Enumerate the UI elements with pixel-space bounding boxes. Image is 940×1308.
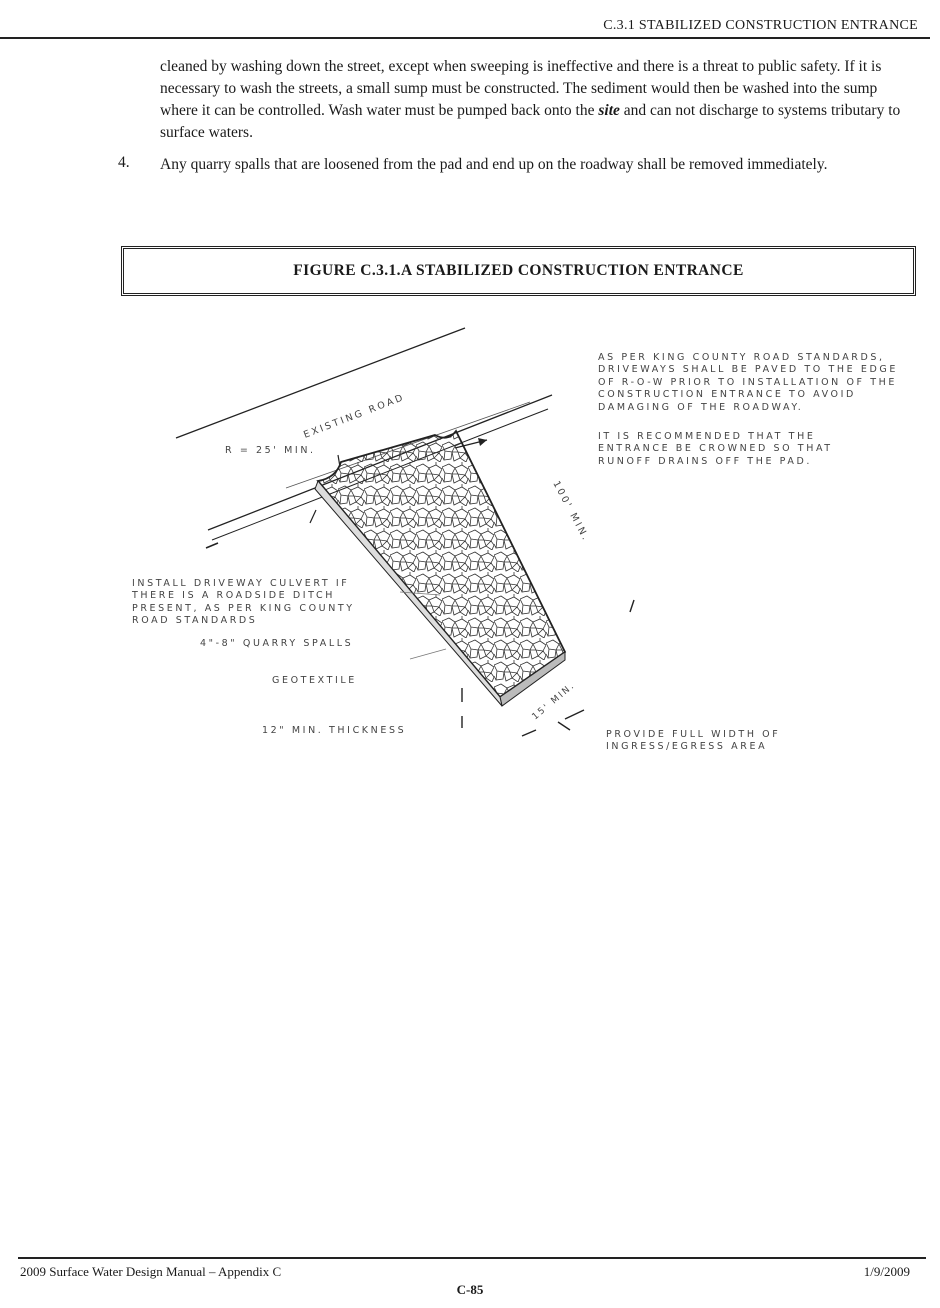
width-dimension-label: 15' MIN. xyxy=(530,680,578,723)
paving-note: AS PER KING COUNTY ROAD STANDARDS, DRIVEWAYS SHALL BE PAVED TO THE EDGE OF R-O-W PRIOR TO INSTALLATION OF THE CONSTRUCTION ENTRANCE TO AVOID DAMAGING OF THE ROADWAY. xyxy=(598,352,898,413)
paragraph-emphasis: site xyxy=(598,102,620,119)
existing-road-label: EXISTING ROAD xyxy=(302,391,407,441)
figure-title: FIGURE C.3.1.A STABILIZED CONSTRUCTION ENTRANCE xyxy=(293,262,744,279)
length-dimension-label: 100' MIN. xyxy=(550,479,592,544)
full-width-note: PROVIDE FULL WIDTH OF INGRESS/EGRESS AREA xyxy=(606,729,781,753)
footer-manual-title: 2009 Surface Water Design Manual – Appendix C xyxy=(20,1264,282,1279)
crown-note: IT IS RECOMMENDED THAT THE ENTRANCE BE CROWNED SO THAT RUNOFF DRAINS OFF THE PAD. xyxy=(598,431,833,467)
culvert-leader xyxy=(310,510,316,523)
page-number: C-85 xyxy=(456,1282,484,1297)
radius-label: R = 25' MIN. xyxy=(225,445,316,456)
running-header: C.3.1 STABILIZED CONSTRUCTION ENTRANCE xyxy=(603,18,918,33)
thickness-label: 12" MIN. THICKNESS xyxy=(262,725,407,736)
header-rule xyxy=(0,37,930,39)
rock-pad xyxy=(318,431,565,697)
paragraph-text: cleaned by washing down the street, except when sweeping is ineffective and there is a threat to public safety. If it is necessary to wash the streets, a small sump must be constructed. The sediment would then be washed into the sump where it can be controlled. Wash water must be pumped back onto the xyxy=(160,58,882,119)
geotextile-label: GEOTEXTILE xyxy=(272,675,357,686)
paragraph-tail: and can not discharge to systems tributary to surface waters. xyxy=(160,102,901,141)
list-item-number: 4. xyxy=(118,154,130,171)
footer-rule xyxy=(18,1257,926,1259)
list-item-text: Any quarry spalls that are loosened from the pad and end up on the roadway shall be removed immediately. xyxy=(160,156,828,173)
road-edge-far xyxy=(176,328,465,438)
culvert-note: INSTALL DRIVEWAY CULVERT IF THERE IS A ROADSIDE DITCH PRESENT, AS PER KING COUNTY ROAD STANDARDS xyxy=(132,578,355,627)
continued-paragraph xyxy=(160,56,905,144)
quarry-spalls-label: 4"-8" QUARRY SPALLS xyxy=(200,638,354,649)
footer-date: 1/9/2009 xyxy=(863,1264,910,1279)
